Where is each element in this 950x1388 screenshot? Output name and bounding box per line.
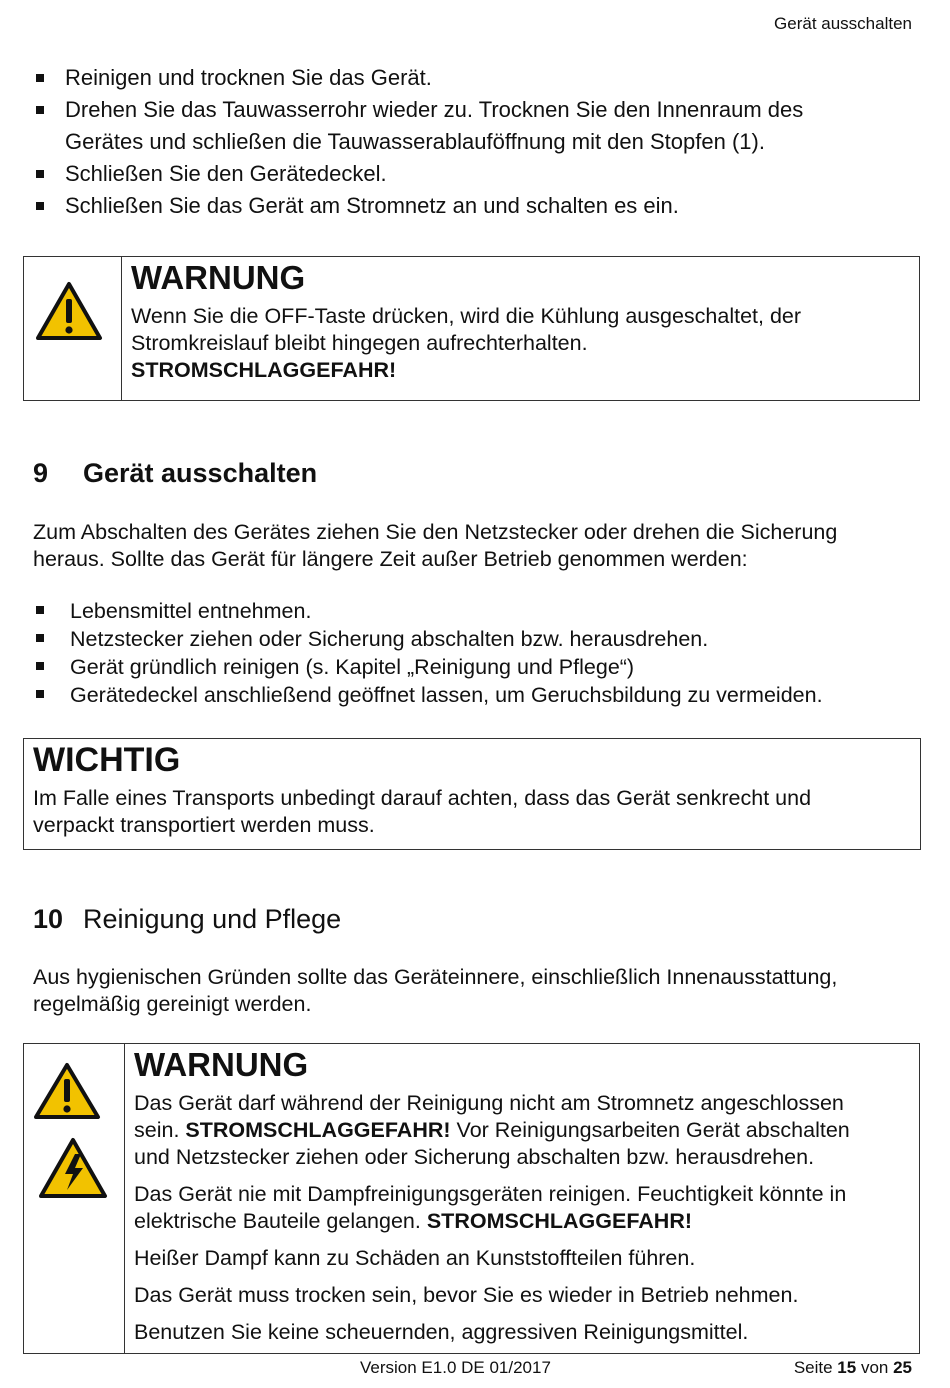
warning-2-line: sein. STROMSCHLAGGEFAHR! Vor Reinigungsarbeiten Gerät abschalten: [134, 1118, 850, 1142]
electric-hazard-icon: [37, 1136, 109, 1200]
footer-page-number: Seite 15 von 25: [793, 1358, 912, 1377]
important-box: [23, 738, 921, 850]
top-instruction-list: [36, 62, 916, 222]
list-item: Lebensmittel entnehmen.: [36, 597, 926, 625]
section-number: 9: [33, 458, 49, 488]
warning-1-content: [131, 259, 911, 384]
list-item: Reinigen und trocknen Sie das Gerät.: [36, 62, 916, 94]
section-title: Reinigung und Pflege: [83, 904, 342, 934]
warning-box-1: [23, 256, 920, 401]
section-10-paragraph: Aus hygienischen Gründen sollte das Geräteinnere, einschließlich Innenausstattung, regelmäßig gereinigt werden.: [33, 965, 838, 1016]
warning-triangle-icon: [33, 1062, 101, 1120]
list-item: Drehen Sie das Tauwasserrohr wieder zu. Trocknen Sie den Innenraum des: [36, 94, 916, 126]
list-item: Gerätedeckel anschließend geöffnet lassen, um Geruchsbildung zu vermeiden.: [36, 681, 926, 709]
warning-2-content: [134, 1046, 914, 1346]
section-10-heading: [33, 904, 341, 935]
section-title: Gerät ausschalten: [83, 458, 318, 488]
important-title: WICHTIG: [33, 741, 181, 779]
warning-2-line: Heißer Dampf kann zu Schäden an Kunststoffteilen führen.: [134, 1246, 696, 1270]
bullet-square-icon: [36, 634, 44, 642]
warning-1-title: WARNUNG: [131, 259, 306, 296]
section-9-heading: [33, 458, 317, 489]
section-9-paragraph: Zum Abschalten des Gerätes ziehen Sie den Netzstecker oder drehen die Sicherung heraus. Sollte das Gerät für längere Zeit außer Betrieb genommen werden:: [33, 520, 838, 571]
running-header: Gerät ausschalten: [774, 14, 912, 33]
bullet-square-icon: [36, 662, 44, 670]
bullet-square-icon: [36, 202, 44, 210]
bullet-square-icon: [36, 170, 44, 178]
warning-2-title: WARNUNG: [134, 1046, 309, 1083]
footer-version: Version E1.0 DE 01/2017: [360, 1358, 551, 1377]
list-item-continuation: Gerätes und schließen die Tauwasserablauföffnung mit den Stopfen (1).: [65, 129, 765, 154]
warning-1-line: Wenn Sie die OFF-Taste drücken, wird die Kühlung ausgeschaltet, der: [131, 304, 802, 328]
warning-icon-column: [24, 1044, 125, 1353]
warning-1-hazard: STROMSCHLAGGEFAHR!: [131, 358, 397, 382]
important-line: Im Falle eines Transports unbedingt darauf achten, dass das Gerät senkrecht und: [33, 786, 812, 810]
warning-2-line: und Netzstecker ziehen oder Sicherung abschalten bzw. herausdrehen.: [134, 1145, 815, 1169]
important-content: [33, 741, 908, 839]
list-item: Schließen Sie den Gerätedeckel.: [36, 158, 916, 190]
list-item: Netzstecker ziehen oder Sicherung abschalten bzw. herausdrehen.: [36, 625, 926, 653]
section-9-list: [36, 597, 926, 709]
warning-box-2: [23, 1043, 920, 1354]
warning-triangle-icon: [35, 281, 103, 341]
list-item: Gerät gründlich reinigen (s. Kapitel „Reinigung und Pflege“): [36, 653, 926, 681]
bullet-square-icon: [36, 106, 44, 114]
warning-2-line: Das Gerät muss trocken sein, bevor Sie es wieder in Betrieb nehmen.: [134, 1283, 799, 1307]
bullet-square-icon: [36, 690, 44, 698]
bullet-square-icon: [36, 606, 44, 614]
section-number: 10: [33, 904, 64, 934]
warning-1-line: Stromkreislauf bleibt hingegen aufrechterhalten.: [131, 331, 588, 355]
warning-2-line: Das Gerät nie mit Dampfreinigungsgeräten reinigen. Feuchtigkeit könnte in: [134, 1182, 847, 1206]
important-line: verpackt transportiert werden muss.: [33, 813, 375, 837]
warning-icon-column: [24, 257, 122, 400]
list-item: Schließen Sie das Gerät am Stromnetz an und schalten es ein.: [36, 190, 916, 222]
warning-2-line: elektrische Bauteile gelangen. STROMSCHLAGGEFAHR!: [134, 1209, 693, 1233]
warning-2-line: Das Gerät darf während der Reinigung nicht am Stromnetz angeschlossen: [134, 1091, 844, 1115]
bullet-square-icon: [36, 74, 44, 82]
warning-2-line: Benutzen Sie keine scheuernden, aggressiven Reinigungsmittel.: [134, 1320, 749, 1344]
